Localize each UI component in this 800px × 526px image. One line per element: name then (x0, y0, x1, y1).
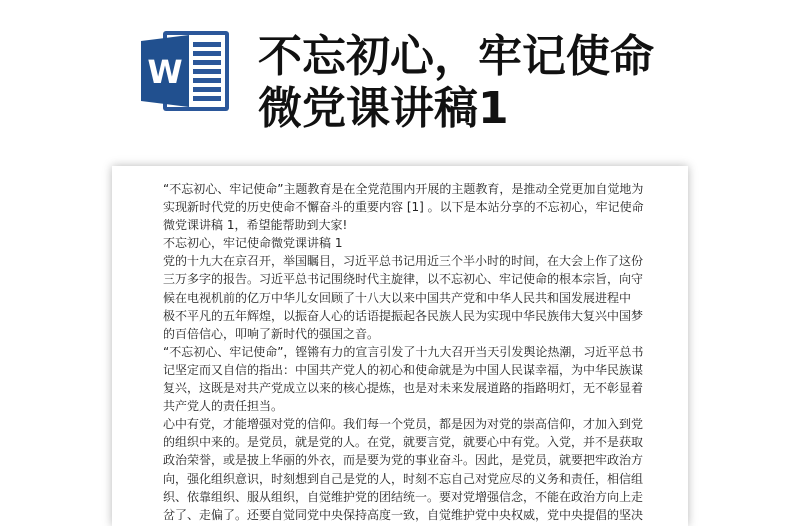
word-icon-line (193, 96, 221, 101)
title-line-2: 微党课讲稿1 (258, 83, 509, 134)
document-line: 复兴，这既是对共产党成立以来的核心提炼，也是对未来发展道路的指路明灯，无不彰显着 (163, 381, 644, 396)
title-line-1: 不忘初心，牢记使命 (258, 31, 654, 82)
document-line: 三万多字的报告。习近平总书记围绕时代主旋律，以不忘初心、牢记使命的根本宗旨，向守 (163, 272, 644, 287)
word-icon-line (193, 60, 221, 65)
document-line: 微党课讲稿 1，希望能帮助到大家! (163, 218, 348, 233)
document-line: 极不平凡的五年辉煌，以振奋人心的话语提振起各民族人民为实现中华民族伟大复兴中国梦 (163, 308, 644, 323)
document-line: 的百倍信心，叩响了新时代的强国之音。 (163, 326, 380, 341)
document-line: 的组织中来的。是党员，就是党的人。在党，就要言党，就要心中有党。入党，并不是获取 (163, 435, 644, 450)
document-body (163, 180, 678, 524)
word-icon-line (193, 87, 221, 92)
document-line: 不忘初心，牢记使命微党课讲稿 1 (163, 236, 343, 251)
word-icon-line (193, 51, 221, 56)
document-line: 记坚定而又自信的指出：中国共产党人的初心和使命就是为中国人民谋幸福，为中华民族谋 (163, 362, 644, 377)
document-line: 共产党人的责任担当。 (163, 399, 284, 414)
word-icon-line (193, 78, 221, 83)
document-page (112, 166, 688, 526)
document-line: 实现新时代党的历史使命不懈奋斗的重要内容 [1] 。以下是本站分享的不忘初心，牢记使命 (163, 200, 644, 215)
document-line: 候在电视机前的亿万中华儿女回顾了十八大以来中国共产党和中华人民共和国发展进程中 (163, 290, 632, 305)
document-line: 党的十九大在京召开，举国瞩目，习近平总书记用近三个半小时的时间，在大会上作了这份 (163, 254, 644, 269)
word-icon-line (193, 42, 221, 47)
document-line: 岔了、走偏了。还要自觉同党中央保持高度一致，自觉维护党中央权威，党中央提倡的坚决 (163, 507, 644, 522)
document-line: 心中有党，才能增强对党的信仰。我们每一个党员，都是因为对党的崇高信仰，才加入到党 (163, 417, 644, 432)
word-icon (141, 31, 229, 111)
word-icon-line (193, 69, 221, 74)
document-line: 向，强化组织意识，时刻想到自己是党的人，时刻不忘自己对党应尽的义务和责任，相信组 (163, 471, 644, 486)
document-line: “不忘初心、牢记使命”，铿锵有力的宣言引发了十九大召开当天引发舆论热潮，习近平总书 (163, 344, 644, 359)
word-icon-letter: W (147, 53, 183, 91)
document-line: 织、依靠组织、服从组织，自觉维护党的团结统一。要对党增强信念，不能在政治方向上走 (163, 489, 644, 504)
document-title (258, 31, 654, 135)
document-line: 政治荣誉，或是披上华丽的外衣，而是要为党的事业奋斗。因此，是党员，就要把牢政治方 (163, 453, 644, 468)
document-line: “不忘初心、牢记使命”主题教育是在全党范围内开展的主题教育，是推动全党更加自觉地为 (163, 182, 644, 196)
